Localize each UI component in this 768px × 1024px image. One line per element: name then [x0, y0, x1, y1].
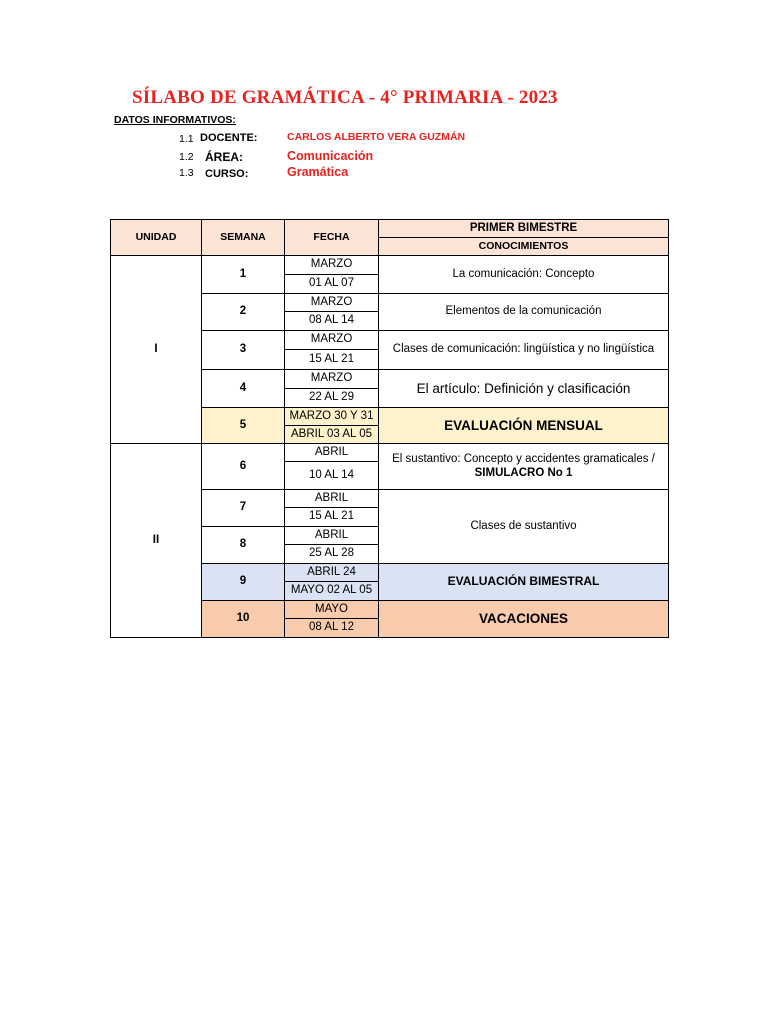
week-number: 2 — [202, 294, 285, 331]
info-label-curso: CURSO: — [205, 168, 249, 180]
week-number: 9 — [202, 564, 285, 601]
week-date-month: MARZO — [285, 370, 379, 389]
header-fecha: FECHA — [285, 220, 379, 256]
week-number: 1 — [202, 256, 285, 294]
week-date-month: ABRIL — [285, 444, 379, 462]
week-date-month: MAYO — [285, 601, 379, 619]
info-number-curso: 1.3 — [179, 167, 194, 179]
info-label-docente: DOCENTE: — [200, 132, 258, 144]
week-date-range: 08 AL 12 — [285, 619, 379, 638]
info-value-curso: Gramática — [287, 165, 349, 179]
week-number: 4 — [202, 370, 285, 408]
week-number: 10 — [202, 601, 285, 638]
header-semana: SEMANA — [202, 220, 285, 256]
week-date-range: MAYO 02 AL 05 — [285, 582, 379, 601]
week-content: Clases de sustantivo — [379, 490, 669, 564]
header-conocimientos: CONOCIMIENTOS — [379, 238, 669, 256]
week-number: 7 — [202, 490, 285, 527]
week-date-month: ABRIL — [285, 490, 379, 508]
week-date-range: 15 AL 21 — [285, 508, 379, 527]
week-date-range: 10 AL 14 — [285, 462, 379, 490]
week-content: El artículo: Definición y clasificación — [379, 370, 669, 408]
week-number: 3 — [202, 331, 285, 370]
header-primer-bimestre: PRIMER BIMESTRE — [379, 220, 669, 238]
week-date-month: ABRIL — [285, 527, 379, 545]
syllabus-table — [110, 219, 669, 638]
week-date-month: MARZO — [285, 331, 379, 350]
week-date-range: 01 AL 07 — [285, 275, 379, 294]
page-title: SÍLABO DE GRAMÁTICA - 4° PRIMARIA - 2023 — [132, 87, 558, 108]
unit-cell-i: I — [111, 256, 202, 444]
header-unidad: UNIDAD — [111, 220, 202, 256]
week-date-range: ABRIL 03 AL 05 — [285, 426, 379, 444]
week-date-month: ABRIL 24 — [285, 564, 379, 582]
week-number: 5 — [202, 408, 285, 444]
datos-informativos-heading: DATOS INFORMATIVOS: — [114, 114, 236, 126]
week-content: Clases de comunicación: lingüística y no lingüística — [379, 331, 669, 370]
week-date-month: MARZO — [285, 294, 379, 312]
info-number-area: 1.2 — [179, 151, 194, 163]
week-date-month: MARZO — [285, 256, 379, 275]
week-date-range: 08 AL 14 — [285, 312, 379, 331]
week-content-text: El sustantivo: Concepto y accidentes gramaticales / — [392, 453, 655, 466]
week-date-range: 22 AL 29 — [285, 389, 379, 408]
unit-cell-ii: II — [111, 444, 202, 638]
week-content: La comunicación: Concepto — [379, 256, 669, 294]
vacaciones-cell: VACACIONES — [379, 601, 669, 638]
evaluacion-bimestral-cell: EVALUACIÓN BIMESTRAL — [379, 564, 669, 601]
info-value-docente: CARLOS ALBERTO VERA GUZMÁN — [287, 131, 466, 143]
week-date-range: 25 AL 28 — [285, 545, 379, 564]
week-content: Elementos de la comunicación — [379, 294, 669, 331]
info-number-docente: 1.1 — [179, 133, 194, 145]
week-date-month: MARZO 30 Y 31 — [285, 408, 379, 426]
simulacro-label: SIMULACRO No 1 — [474, 466, 573, 479]
week-content — [379, 444, 669, 490]
week-date-range: 15 AL 21 — [285, 350, 379, 370]
week-number: 8 — [202, 527, 285, 564]
evaluacion-mensual-cell: EVALUACIÓN MENSUAL — [379, 408, 669, 444]
info-label-area: ÁREA: — [205, 150, 243, 164]
info-value-area: Comunicación — [287, 149, 374, 163]
week-number: 6 — [202, 444, 285, 490]
